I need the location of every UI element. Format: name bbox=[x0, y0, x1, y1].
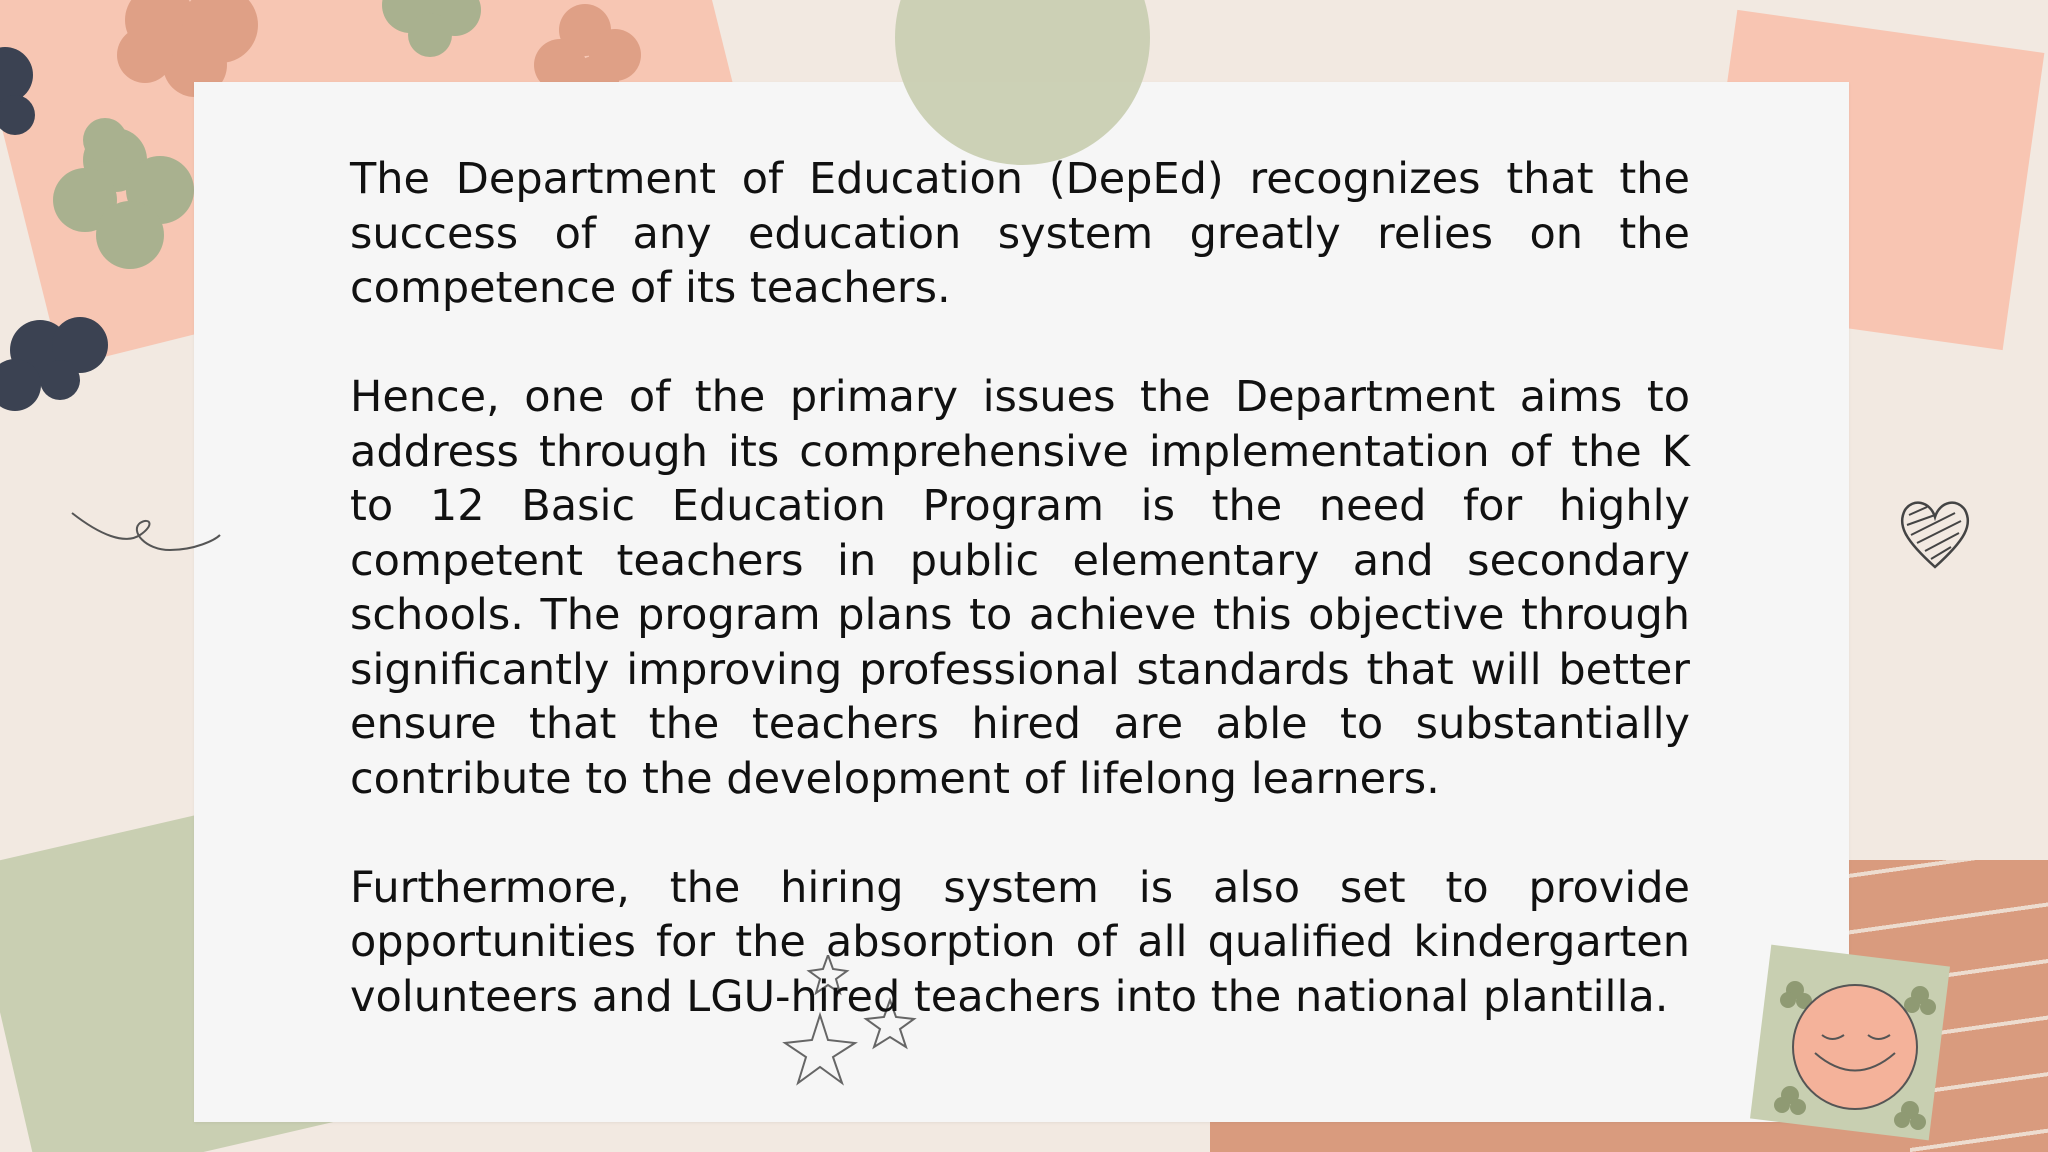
paragraph-intro: The Department of Education (DepEd) recognizes that the success of any education system greatly relies on the competence of its teachers. bbox=[350, 154, 1690, 313]
paragraph-k12: Hence, one of the primary issues the Department aims to address through its comprehensive implementation of the K to 12 Basic Education Program is the need for highly competent teachers in public elementary and secondary schools. The program plans to achieve this objective through significantly improving professional standards that will better ensure that the teachers hired are able to substantially contribute to the development of lifelong learners. bbox=[350, 372, 1690, 804]
heart-icon bbox=[1895, 495, 1975, 575]
smiley-icon bbox=[1760, 955, 1950, 1140]
squiggle-icon bbox=[70, 505, 230, 575]
body-text bbox=[350, 152, 1690, 1079]
flower-icon bbox=[53, 118, 194, 269]
paragraph-hiring: Furthermore, the hiring system is also set to provide opportunities for the absorption of all qualified kindergarten volunteers and LGU-hired teachers into the national plantilla. bbox=[350, 862, 1690, 1022]
flower-icon bbox=[382, 0, 481, 57]
